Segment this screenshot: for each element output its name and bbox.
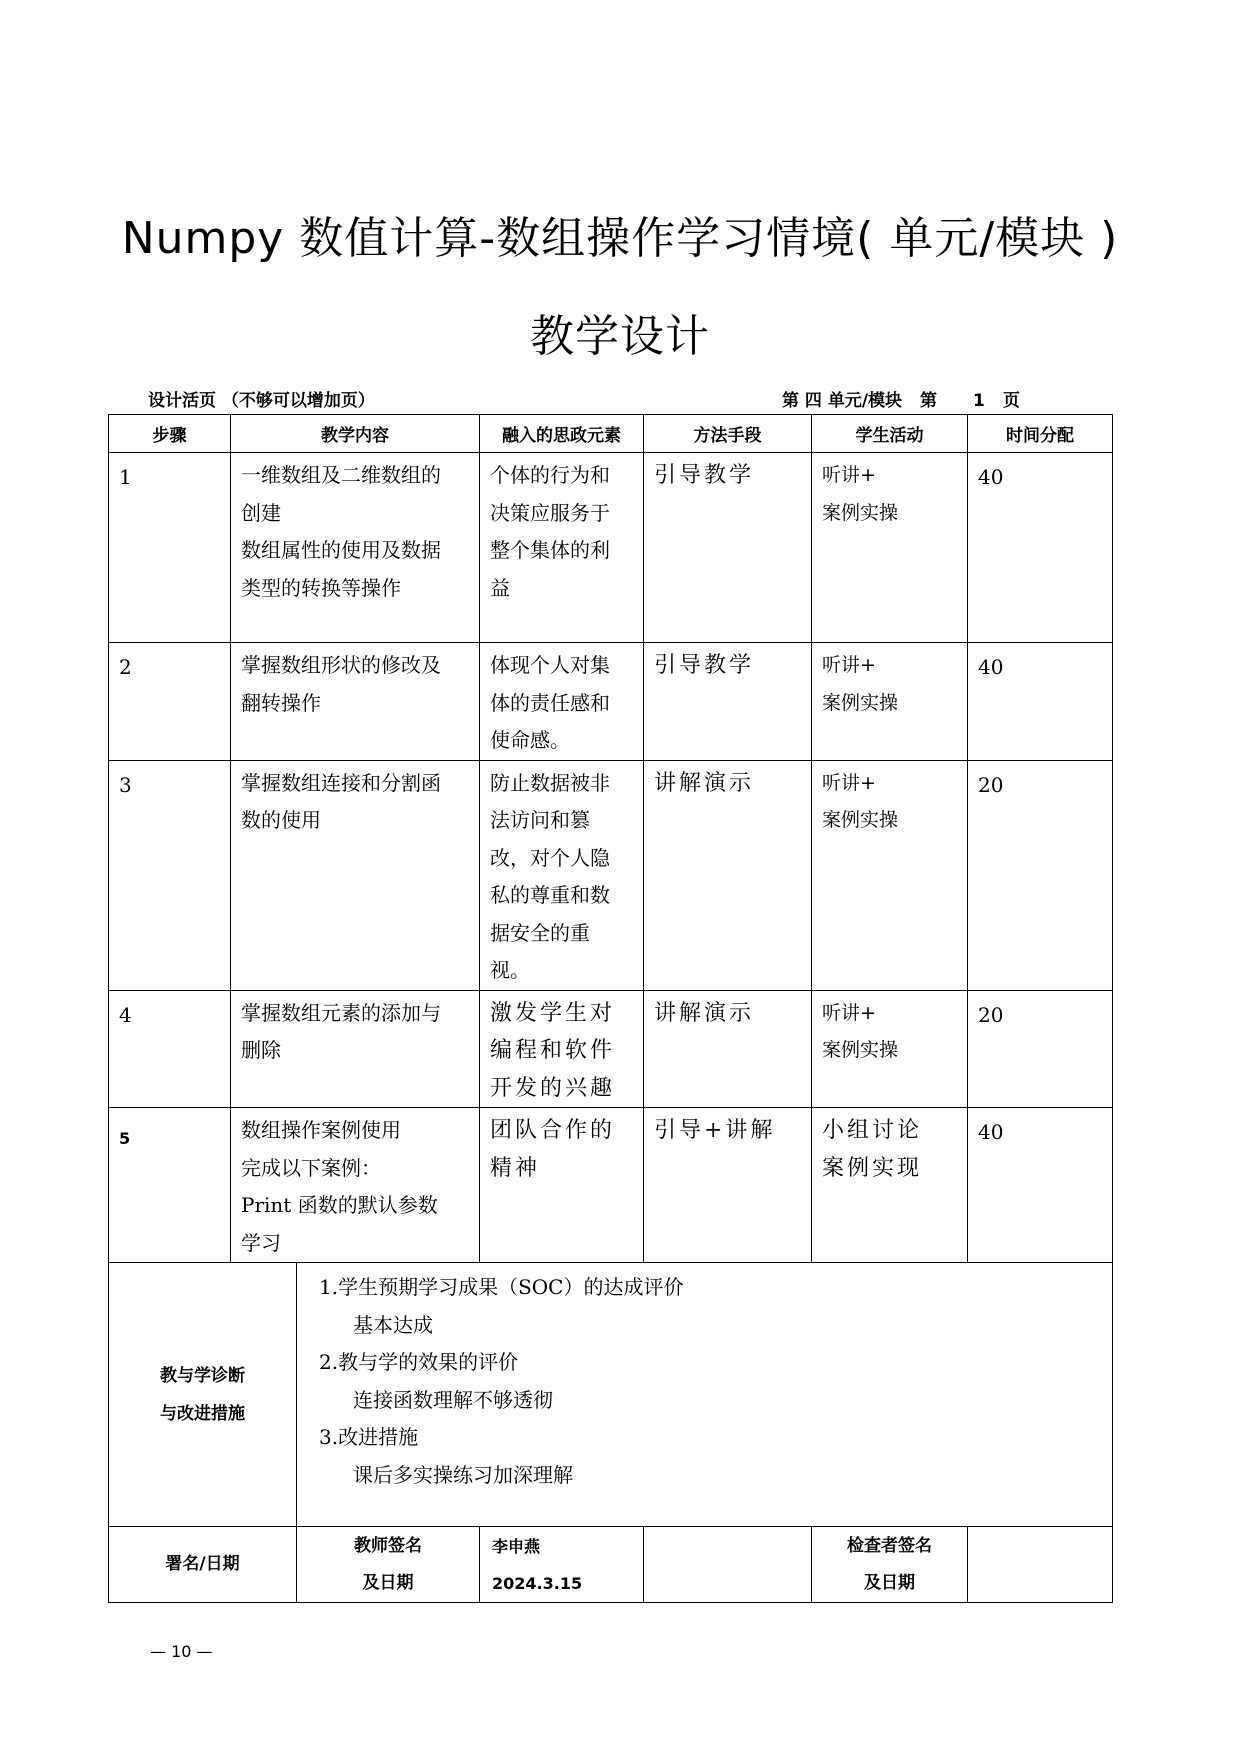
content-line: 掌握数组连接和分割函 [241, 770, 441, 795]
checker-signature-value [968, 1527, 1113, 1603]
step-cell: 3 [109, 760, 231, 990]
ideology-line: 使命感。 [490, 728, 570, 752]
diagnosis-heading: 2.教与学的效果的评价 [319, 1350, 519, 1374]
ideology-line: 法访问和篡 [490, 808, 590, 832]
ideology-line: 私的尊重和数 [490, 883, 610, 907]
header-ideology: 融入的思政元素 [480, 415, 644, 453]
method-cell: 引导+讲解 [644, 1108, 812, 1263]
activity-line: 案例实操 [822, 691, 899, 714]
time-cell: 40 [968, 643, 1113, 761]
content-line: 学习 [241, 1230, 281, 1255]
unit-page-info [782, 386, 1020, 411]
content-line: 掌握数组元素的添加与 [241, 1000, 441, 1025]
content-cell [231, 760, 480, 990]
ideology-line: 个体的行为和 [490, 463, 610, 487]
content-line: 数组属性的使用及数据 [241, 538, 441, 562]
header-activity: 学生活动 [812, 415, 968, 453]
teacher-date: 2024.3.15 [492, 1573, 583, 1593]
sheet-note: 设计活页 （不够可以增加页） [148, 391, 375, 411]
ideology-line: 团队合作的 [490, 1118, 616, 1143]
activity-line: 案例实操 [822, 501, 899, 524]
header-row [109, 415, 1113, 453]
content-cell [231, 990, 480, 1108]
ideology-line: 激发学生对 [490, 1000, 616, 1026]
page-label: 第 [920, 391, 938, 411]
table-row [109, 453, 1113, 643]
document-title: Numpy 数值计算-数组操作学习情境( 单元/模块 ) [121, 213, 1119, 264]
document-subtitle: 教学设计 [530, 311, 710, 362]
ideology-line: 益 [490, 575, 510, 600]
ideology-line: 开发的兴趣 [490, 1075, 616, 1101]
teacher-signature-value [480, 1527, 644, 1603]
ideology-line: 决策应服务于 [490, 500, 610, 525]
method-cell: 引导教学 [644, 643, 812, 761]
activity-cell [812, 453, 968, 643]
content-line: 删除 [241, 1038, 281, 1062]
checker-label-line: 及日期 [864, 1572, 915, 1593]
ideology-cell [480, 1108, 644, 1263]
signature-row [109, 1527, 1113, 1603]
diagnosis-label-line: 教与学诊断 [160, 1365, 245, 1386]
activity-line: 案例实现 [822, 1155, 923, 1181]
ideology-cell [480, 990, 644, 1108]
activity-line: 听讲+ [822, 654, 876, 676]
checker-label-line: 检查者签名 [847, 1535, 932, 1556]
header-step: 步骤 [109, 415, 231, 453]
activity-line: 听讲+ [822, 1001, 876, 1024]
ideology-line: 体的责任感和 [490, 690, 610, 715]
method-cell: 讲解演示 [644, 990, 812, 1108]
time-cell: 40 [968, 453, 1113, 643]
content-line: 创建 [241, 500, 281, 525]
diagnosis-detail: 连接函数理解不够透彻 [353, 1387, 553, 1412]
ideology-line: 精神 [490, 1155, 541, 1181]
activity-cell [812, 643, 968, 761]
diagnosis-heading: 3.改进措施 [319, 1425, 419, 1449]
diagnosis-label-line: 与改进措施 [160, 1403, 245, 1424]
signature-blank [644, 1527, 812, 1603]
header-content: 教学内容 [231, 415, 480, 453]
activity-cell [812, 990, 968, 1108]
diagnosis-detail: 课后多实操练习加深理解 [353, 1462, 573, 1487]
activity-cell [812, 1108, 968, 1263]
teacher-name: 李申燕 [492, 1536, 541, 1556]
ideology-cell [480, 760, 644, 990]
teacher-label-line: 教师签名 [354, 1535, 422, 1556]
content-line: 一维数组及二维数组的 [241, 463, 441, 487]
activity-line: 听讲+ [822, 464, 876, 486]
activity-line: 案例实操 [822, 809, 899, 831]
step-cell: 4 [109, 990, 231, 1108]
header-method: 方法手段 [644, 415, 812, 453]
step-cell: 1 [109, 453, 231, 643]
content-line: 数的使用 [241, 808, 321, 832]
diagnosis-heading: 1.学生预期学习成果（SOC）的达成评价 [319, 1275, 684, 1299]
content-line: Print 函数的默认参数 [241, 1193, 438, 1217]
content-line: 掌握数组形状的修改及 [241, 653, 441, 677]
teacher-label-line: 及日期 [362, 1572, 414, 1593]
table-row [109, 643, 1113, 761]
teaching-design-table [108, 414, 1113, 1603]
page-number: — 10 — [150, 1642, 213, 1661]
table-row [109, 760, 1113, 990]
content-line: 翻转操作 [241, 690, 321, 715]
page-suffix: 页 [1002, 391, 1020, 411]
activity-line: 案例实操 [822, 1039, 899, 1061]
content-line: 完成以下案例： [241, 1155, 381, 1180]
ideology-line: 据安全的重 [490, 920, 590, 945]
checker-signature-label [812, 1527, 968, 1603]
ideology-line: 编程和软件 [490, 1038, 616, 1063]
content-line: 数组操作案例使用 [241, 1118, 401, 1142]
activity-line: 听讲+ [822, 771, 876, 794]
content-cell [231, 453, 480, 643]
time-cell: 20 [968, 760, 1113, 990]
signature-label: 署名/日期 [109, 1527, 297, 1603]
step-cell: 5 [109, 1108, 231, 1263]
ideology-line: 整个集体的利 [490, 538, 610, 562]
table-row [109, 1108, 1113, 1263]
activity-cell [812, 760, 968, 990]
content-line: 类型的转换等操作 [241, 575, 401, 600]
table-row [109, 990, 1113, 1108]
header-time: 时间分配 [968, 415, 1113, 453]
content-cell [231, 1108, 480, 1263]
content-cell [231, 643, 480, 761]
activity-line: 小组讨论 [822, 1118, 923, 1143]
page-num: 1 [973, 391, 985, 411]
diagnosis-detail: 基本达成 [353, 1312, 433, 1337]
ideology-line: 体现个人对集 [490, 653, 610, 677]
method-cell: 讲解演示 [644, 760, 812, 990]
teacher-signature-label [297, 1527, 480, 1603]
step-cell: 2 [109, 643, 231, 761]
diagnosis-row [109, 1263, 1113, 1527]
time-cell: 20 [968, 990, 1113, 1108]
method-cell: 引导教学 [644, 453, 812, 643]
ideology-line: 改，对个人隐 [490, 845, 610, 870]
ideology-line: 视。 [490, 958, 530, 982]
ideology-cell [480, 453, 644, 643]
time-cell: 40 [968, 1108, 1113, 1263]
ideology-cell [480, 643, 644, 761]
unit-label: 第 四 单元/模块 [782, 391, 903, 411]
diagnosis-content [297, 1263, 1113, 1527]
ideology-line: 防止数据被非 [490, 770, 610, 795]
diagnosis-label [109, 1263, 297, 1527]
